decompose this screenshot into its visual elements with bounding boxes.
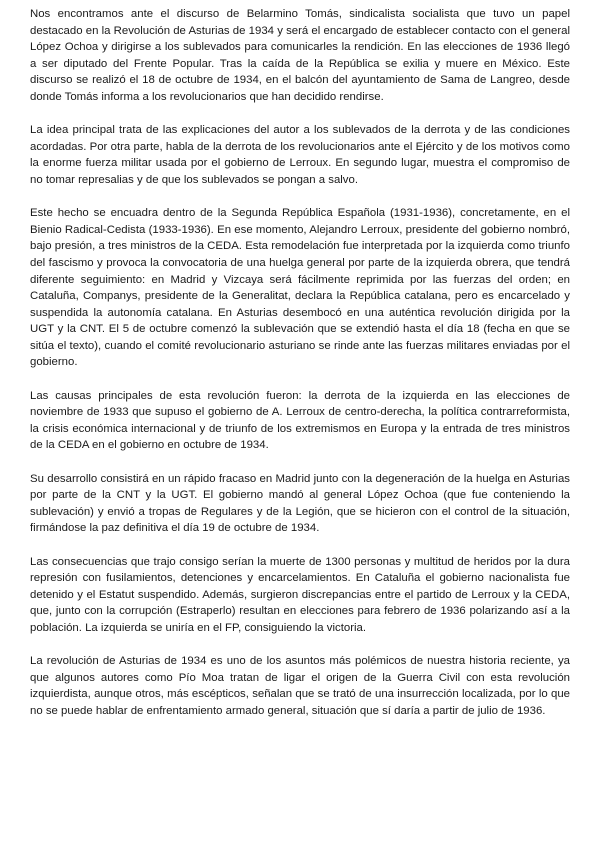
paragraph-conclusion: La revolución de Asturias de 1934 es uno de los asuntos más polémicos de nuestra historia reciente, ya que algunos autores como Pío Moa tratan de ligar el origen de la Guerra Civil con esta revolución izquierdista, aunque otros, más escépticos, señalan que se trató de una insurrección localizada, por lo que no se puede hablar de enfrentamiento armado general, situación que sí daría a partir de julio de 1936.: [30, 655, 570, 717]
paragraph-main-idea: La idea principal trata de las explicaciones del autor a los sublevados de la derrota y de las condiciones acordadas. Por otra parte, habla de la derrota de los revolucionarios ante el Ejército y de los motivos como la enorme fuerza militar usada por el gobierno de Lerroux. En segundo lugar, muestra el compromiso de no tomar represalias y de que los sublevados se pongan a salvo.: [30, 124, 570, 186]
document-page: [30, 6, 570, 736]
paragraph-consequences: Las consecuencias que trajo consigo serían la muerte de 1300 personas y multitud de heridos por la dura represión con fusilamientos, detenciones y encarcelamientos. En Cataluña el gobierno nacionalista fue detenido y el Estatut suspendido. Además, surgieron discrepancias entre el partido de Lerroux y la CEDA, que, junto con la corrupción (Estraperlo) resultan en elecciones para febrero de 1936 polarizando así a la población. La izquierda se uniría en el FP, consiguiendo la victoria.: [30, 555, 570, 634]
paragraph-development: Su desarrollo consistirá en un rápido fracaso en Madrid junto con la degeneración de la huelga en Asturias por parte de la CNT y la UGT. El gobierno mandó al general López Ochoa (que fue conteniendo la sublevación) y envió a tropas de Regulares y de la Legión, que se hicieron con el control de la situación, firmándose la paz definitiva el día 19 de octubre de 1934.: [30, 472, 570, 535]
paragraph-introduction: Nos encontramos ante el discurso de Belarmino Tomás, sindicalista socialista que tuvo un papel destacado en la Revolución de Asturias de 1934 y será el encargado de establecer contacto con el general López Ochoa y dirigirse a los sublevados para comunicarles la rendición. En las elecciones de 1936 llegó a ser diputado del Frente Popular. Tras la caída de la República se exilia y muere en México. Este discurso se realizó el 18 de octubre de 1934, en el balcón del ayuntamiento de Sama de Langreo, desde donde Tomás informa a los revolucionarios que han decidido rendirse.: [30, 8, 570, 103]
paragraph-historical-context: Este hecho se encuadra dentro de la Segunda República Española (1931-1936), concretamente, en el Bienio Radical-Cedista (1933-1936). En ese momento, Alejandro Lerroux, presidente del gobierno nombró, bajo presión, a tres ministros de la CEDA. Esta remodelación fue interpretada por la izquierda como triunfo del fascismo y provoca la convocatoria de una huelga general por parte de la izquierda obrera, que tendrá diferente seguimiento: en Madrid y Vizcaya será fácilmente reprimida por las fuerzas del orden; en Cataluña, Companys, presidente de la Generalitat, declara la República catalana, pero es encarcelado y suspendida la autonomía catalana. En Asturias desembocó en una auténtica revolución dirigida por la UGT y la CNT. El 5 de octubre comenzó la sublevación que se extendió hasta el día 18 (fecha en que se sitúa el texto), cuando el comité revolucionario asturiano se rinde ante las fuerzas militares enviadas por el gobierno.: [30, 207, 570, 369]
paragraph-causes: Las causas principales de esta revolución fueron: la derrota de la izquierda en las elecciones de noviembre de 1933 que supuso el gobierno de A. Lerroux de centro-derecha, la política contrarreformista, la crisis económica internacional y de triunfo de los extremismos en Europa y la entrada de tres ministros de la CEDA en el gobierno en octubre de 1934.: [30, 389, 570, 452]
